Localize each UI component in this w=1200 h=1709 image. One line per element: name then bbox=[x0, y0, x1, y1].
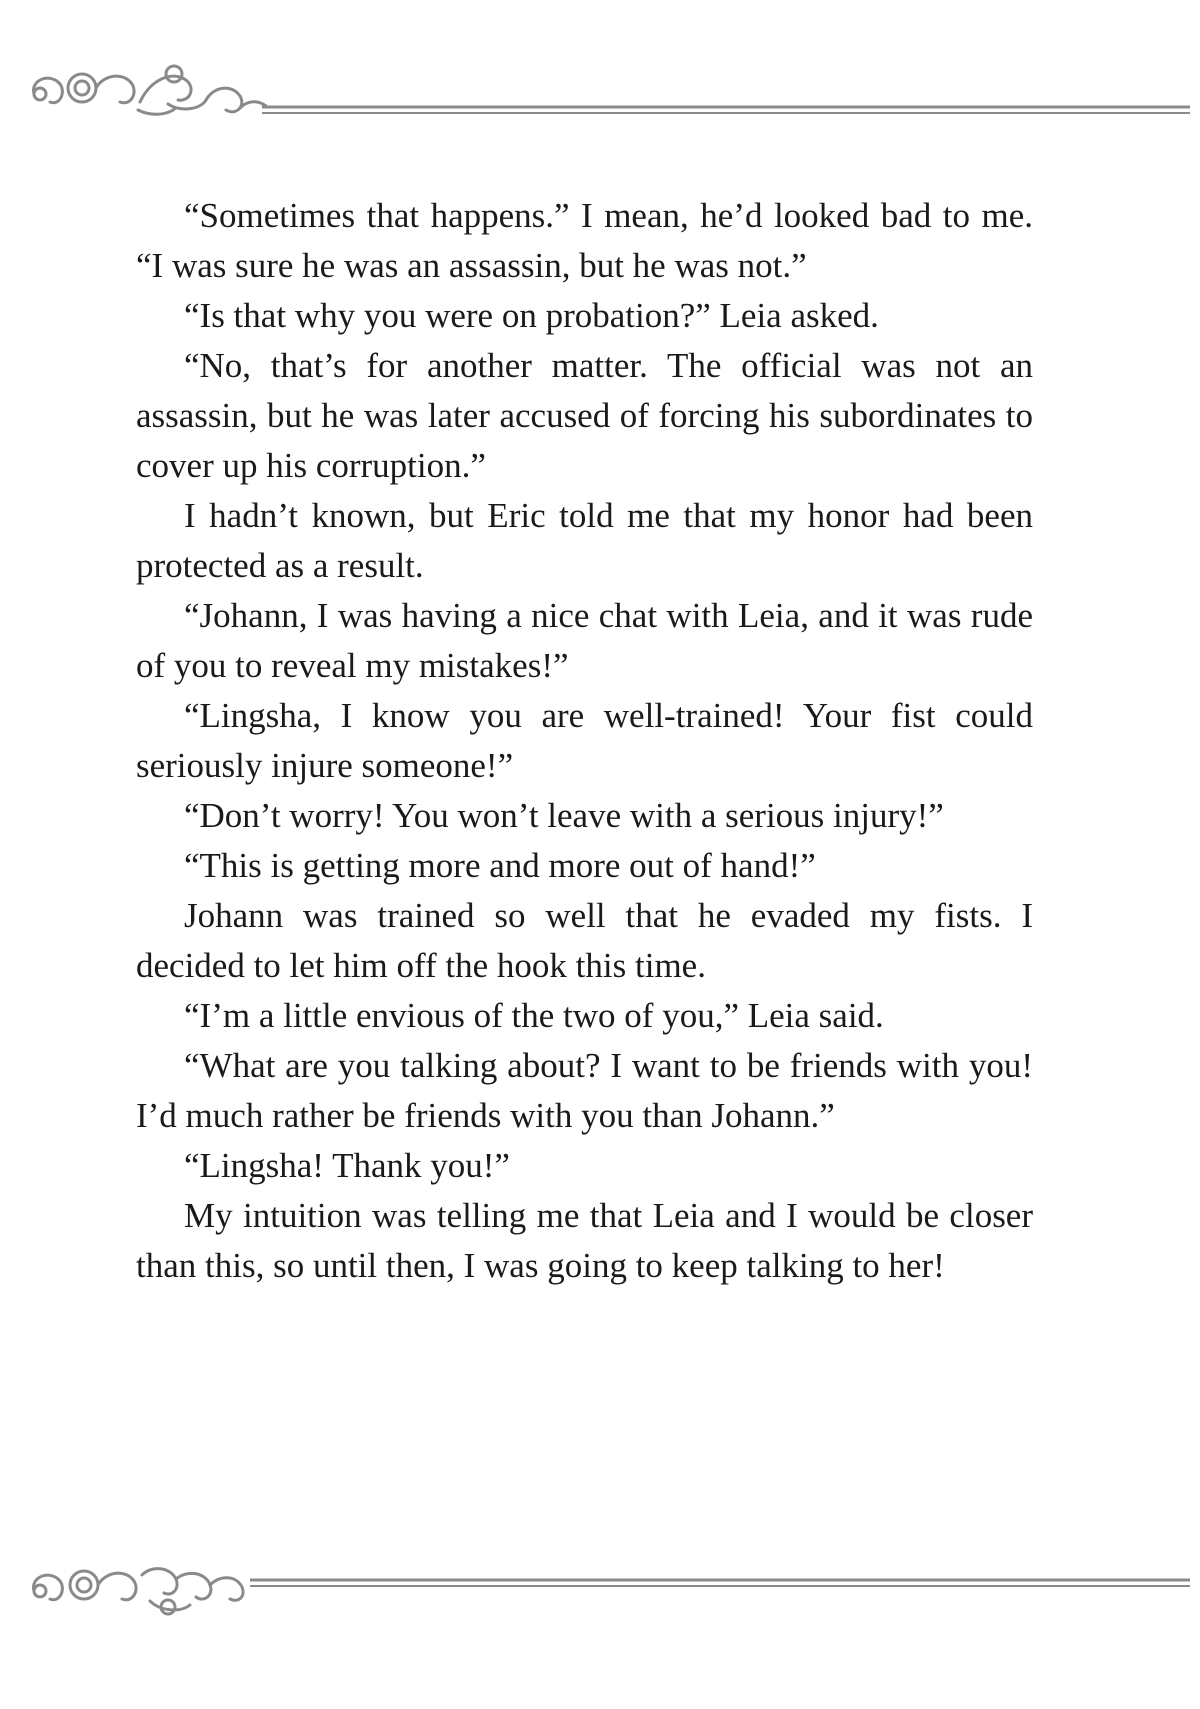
page-body-text bbox=[136, 191, 1033, 1291]
paragraph: “I’m a little envious of the two of you,” Leia said. bbox=[184, 996, 884, 1035]
paragraph: “Lingsha, I know you are well-trained! Your fist could seriously injure someone!” bbox=[136, 696, 1033, 785]
paragraph: “Don’t worry! You won’t leave with a serious injury!” bbox=[184, 796, 944, 835]
paragraph: “This is getting more and more out of hand!” bbox=[184, 846, 816, 885]
paragraph: My intuition was telling me that Leia and I would be closer than this, so until then, I was going to keep talking to her! bbox=[136, 1196, 1033, 1285]
top-ornament-border bbox=[0, 50, 1200, 140]
paragraph: “What are you talking about? I want to be friends with you! I’d much rather be friends with you than Johann.” bbox=[136, 1046, 1033, 1135]
scroll-flourish-icon bbox=[33, 1569, 243, 1614]
paragraph: “Johann, I was having a nice chat with Leia, and it was rude of you to reveal my mistakes!” bbox=[136, 596, 1033, 685]
paragraph: “No, that’s for another matter. The official was not an assassin, but he was later accused of forcing his subordinates to cover up his corruption.” bbox=[136, 346, 1033, 485]
paragraph: “Lingsha! Thank you!” bbox=[184, 1146, 510, 1185]
bottom-ornament-border bbox=[0, 1545, 1200, 1635]
scroll-flourish-icon bbox=[33, 66, 266, 114]
paragraph: Johann was trained so well that he evaded my fists. I decided to let him off the hook this time. bbox=[136, 896, 1033, 985]
paragraph: “Is that why you were on probation?” Leia asked. bbox=[184, 296, 879, 335]
paragraph: “Sometimes that happens.” I mean, he’d looked bad to me. “I was sure he was an assassin, but he was not.” bbox=[136, 196, 1033, 285]
paragraph: I hadn’t known, but Eric told me that my honor had been protected as a result. bbox=[136, 496, 1033, 585]
